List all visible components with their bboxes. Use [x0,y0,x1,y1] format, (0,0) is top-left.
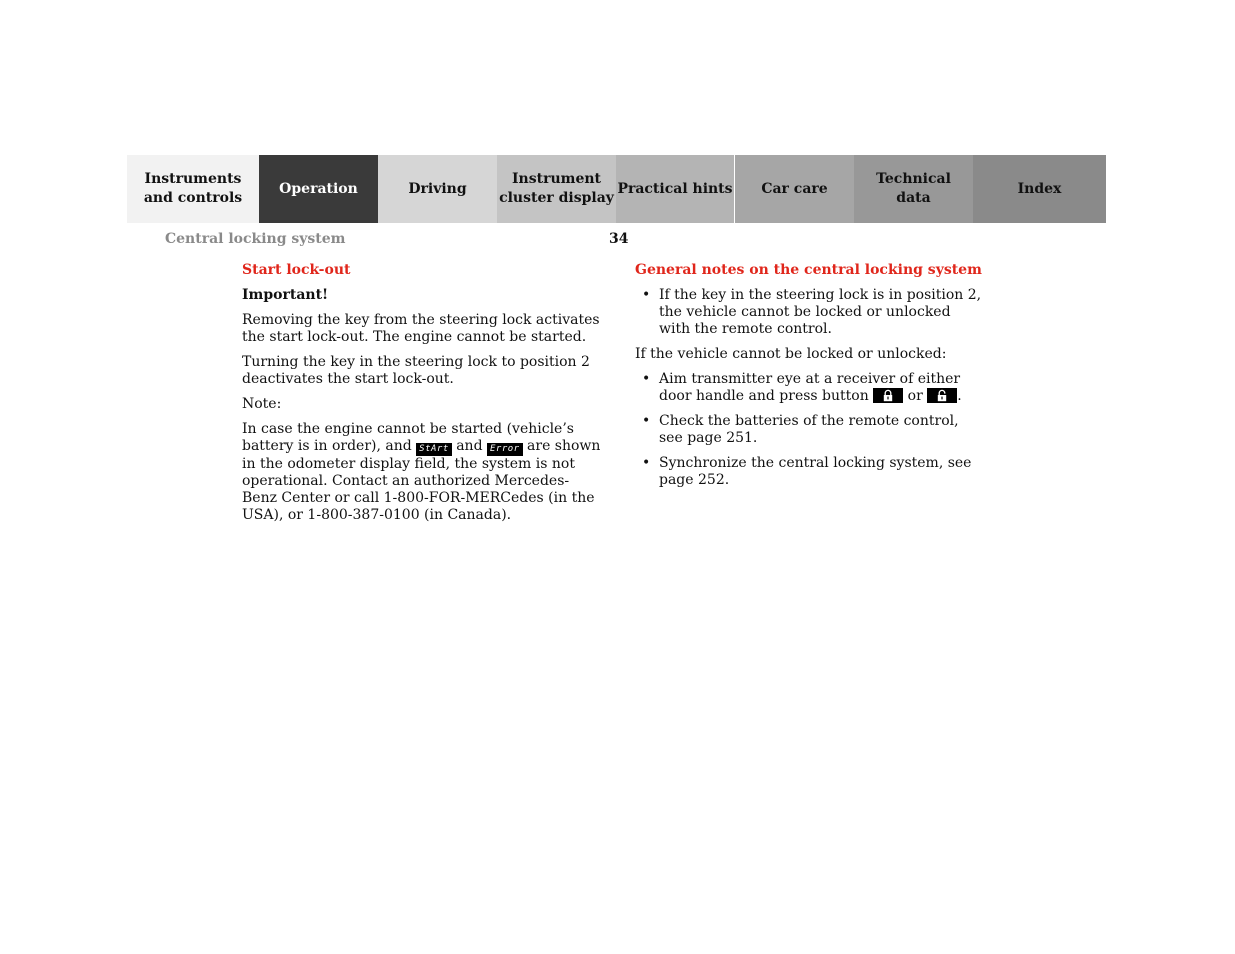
bullet-icon: • [642,371,651,387]
general-notes-heading: General notes on the central locking system [635,262,982,278]
paragraph-engine-not-started [242,421,604,524]
note-text-part-2: are shown in the odometer display field, the system is not operational. Contact an authorized Mercedes-Benz Center or call 1-800-FOR-MERCedes (in the USA), or 1-800-387-0100 (in Canada). [242,438,601,523]
bullet-text: If the key in the steering lock is in position 2, the vehicle cannot be locked or unlocked with the remote control. [659,287,982,337]
tab-technical-data[interactable]: Technical data [854,155,973,223]
list-item [635,455,985,489]
important-label: Important! [242,287,329,303]
note-label: Note: [242,396,282,412]
bullet-icon: • [642,455,651,471]
tab-instruments-and-controls[interactable]: Instruments and controls [127,155,259,223]
paragraph-key-removal: Removing the key from the steering lock activates the start lock-out. The engine cannot be started. [242,312,600,345]
bullet-text-end: . [957,388,962,404]
tab-instrument-cluster-display[interactable]: Instrument cluster display [497,155,616,223]
bullet-text: Aim transmitter eye at a receiver of either door handle and press button [659,371,961,404]
list-item [635,413,985,447]
tab-car-care[interactable]: Car care [735,155,854,223]
start-lockout-heading: Start lock-out [242,262,351,278]
lock-open-icon [927,388,957,403]
tab-operation[interactable]: Operation [259,155,378,223]
bullet-text-or: or [907,388,923,404]
paragraph-cannot-lock: If the vehicle cannot be locked or unlocked: [635,346,947,362]
chapter-tabs [127,155,1106,223]
right-column [635,262,985,497]
bullet-list-2 [635,371,985,489]
list-item [635,371,985,405]
paragraph-key-position-2: Turning the key in the steering lock to position 2 deactivates the start lock-out. [242,354,590,387]
tab-practical-hints[interactable]: Practical hints [616,155,735,223]
bullet-icon: • [642,413,651,429]
start-display-icon: StArt [416,443,452,456]
lock-closed-icon [873,388,903,403]
section-title: Central locking system [165,231,346,247]
bullet-list-1 [635,287,985,338]
note-text-and: and [456,438,483,454]
bullet-icon: • [642,287,651,303]
list-item [635,287,985,338]
bullet-text: Synchronize the central locking system, see page 252. [659,455,972,488]
tab-driving[interactable]: Driving [378,155,497,223]
bullet-text: Check the batteries of the remote control, see page 251. [659,413,959,446]
page-number: 34 [609,231,629,247]
tab-index[interactable]: Index [973,155,1106,223]
left-column [242,262,604,532]
note-text-part-1: In case the engine cannot be started (vehicle’s battery is in order), and [242,421,574,454]
error-display-icon: Error [487,443,523,456]
